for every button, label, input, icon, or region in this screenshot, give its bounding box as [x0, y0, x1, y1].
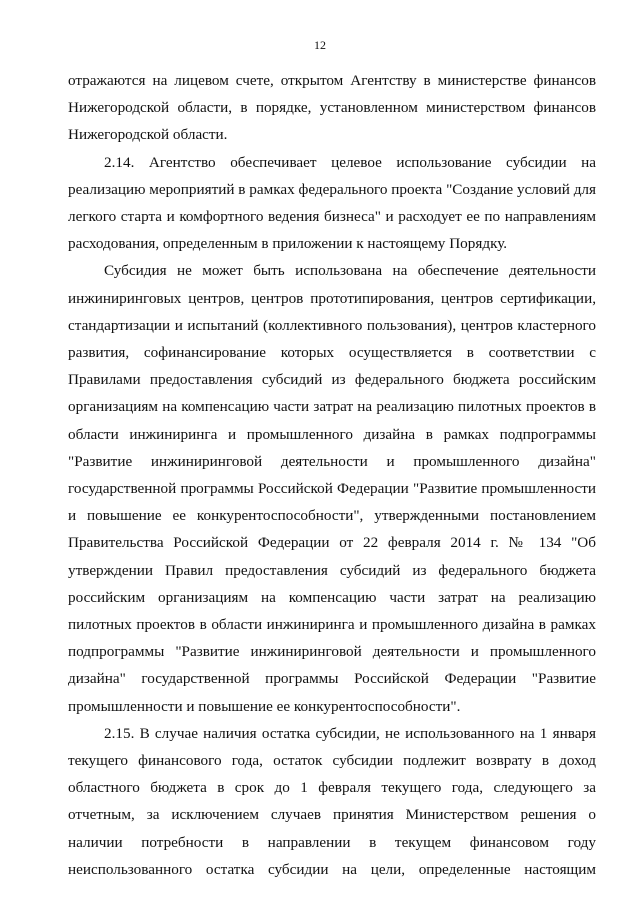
paragraph-2-15 [68, 720, 596, 883]
text-line: наличии потребности в направлении в текущем финансовом году [68, 833, 596, 851]
text-line: Нижегородской области. [68, 126, 228, 144]
text-line: области инжиниринга и промышленного дизайна в рамках подпрограммы [68, 425, 596, 443]
text-line: Правительства Российской Федерации от 22 февраля 2014 г. № 134 "Об [68, 534, 596, 552]
text-line: утверждении Правил предоставления субсидий из федерального бюджета [68, 561, 596, 579]
text-line: "Развитие инжиниринговой деятельности и промышленного дизайна" [68, 452, 596, 470]
text-line: развития, софинансирование которых осуществляется в соответствии с [68, 344, 596, 362]
page-number: 12 [314, 38, 326, 52]
paragraph-2-14 [68, 149, 596, 258]
text-line: организациям на компенсацию части затрат на реализацию пилотных проектов в [68, 398, 596, 416]
text-line: текущего финансового года, остаток субсидии подлежит возврату в доход [68, 752, 596, 770]
text-line: и повышение ее конкурентоспособности", утвержденными постановлением [68, 507, 596, 525]
text-line: промышленности и повышение ее конкурентоспособности". [68, 697, 461, 715]
text-line: государственной программы Российской Федерации "Развитие промышленности [68, 480, 596, 498]
text-line: пилотных проектов в области инжиниринга и промышленного дизайна в рамках [68, 616, 596, 634]
text-line: Субсидия не может быть использована на обеспечение деятельности [104, 262, 596, 280]
text-line: отражаются на лицевом счете, открытом Агентству в министерстве финансов [68, 72, 596, 89]
text-line: инжиниринговых центров, центров прототипирования, центров сертификации, [68, 289, 596, 307]
text-line: реализацию мероприятий в рамках федерального проекта "Создание условий для [68, 180, 596, 198]
text-line: 2.14. Агентство обеспечивает целевое использование субсидии на [104, 153, 596, 171]
text-line: российским организациям на компенсацию части затрат на реализацию [68, 588, 596, 606]
text-line: неиспользованного остатка субсидии на цели, определенные настоящим [68, 860, 596, 878]
text-line: расходования, определенным в приложении к настоящему Порядку. [68, 235, 508, 253]
document-body [68, 67, 596, 883]
text-line: Нижегородской области, в порядке, установленном министерством финансов [68, 99, 596, 117]
text-line: стандартизации и испытаний (коллективного пользования), центров кластерного [68, 316, 596, 334]
text-line: областного бюджета в срок до 1 февраля текущего года, следующего за [68, 779, 596, 797]
text-line: отчетным, за исключением случаев принятия Министерством решения о [68, 806, 596, 824]
paragraph-continuation [68, 67, 596, 149]
text-line: Правилами предоставления субсидий из федерального бюджета российским [68, 371, 596, 389]
text-line: подпрограммы "Развитие инжиниринговой деятельности и промышленного [68, 643, 596, 661]
text-line: 2.15. В случае наличия остатка субсидии, не использованного на 1 января [104, 724, 596, 742]
text-line: легкого старта и комфортного ведения бизнеса" и расходует ее по направлениям [68, 208, 596, 226]
paragraph-subsidy [68, 257, 596, 719]
text-line: дизайна" государственной программы Российской Федерации "Развитие [68, 670, 596, 688]
